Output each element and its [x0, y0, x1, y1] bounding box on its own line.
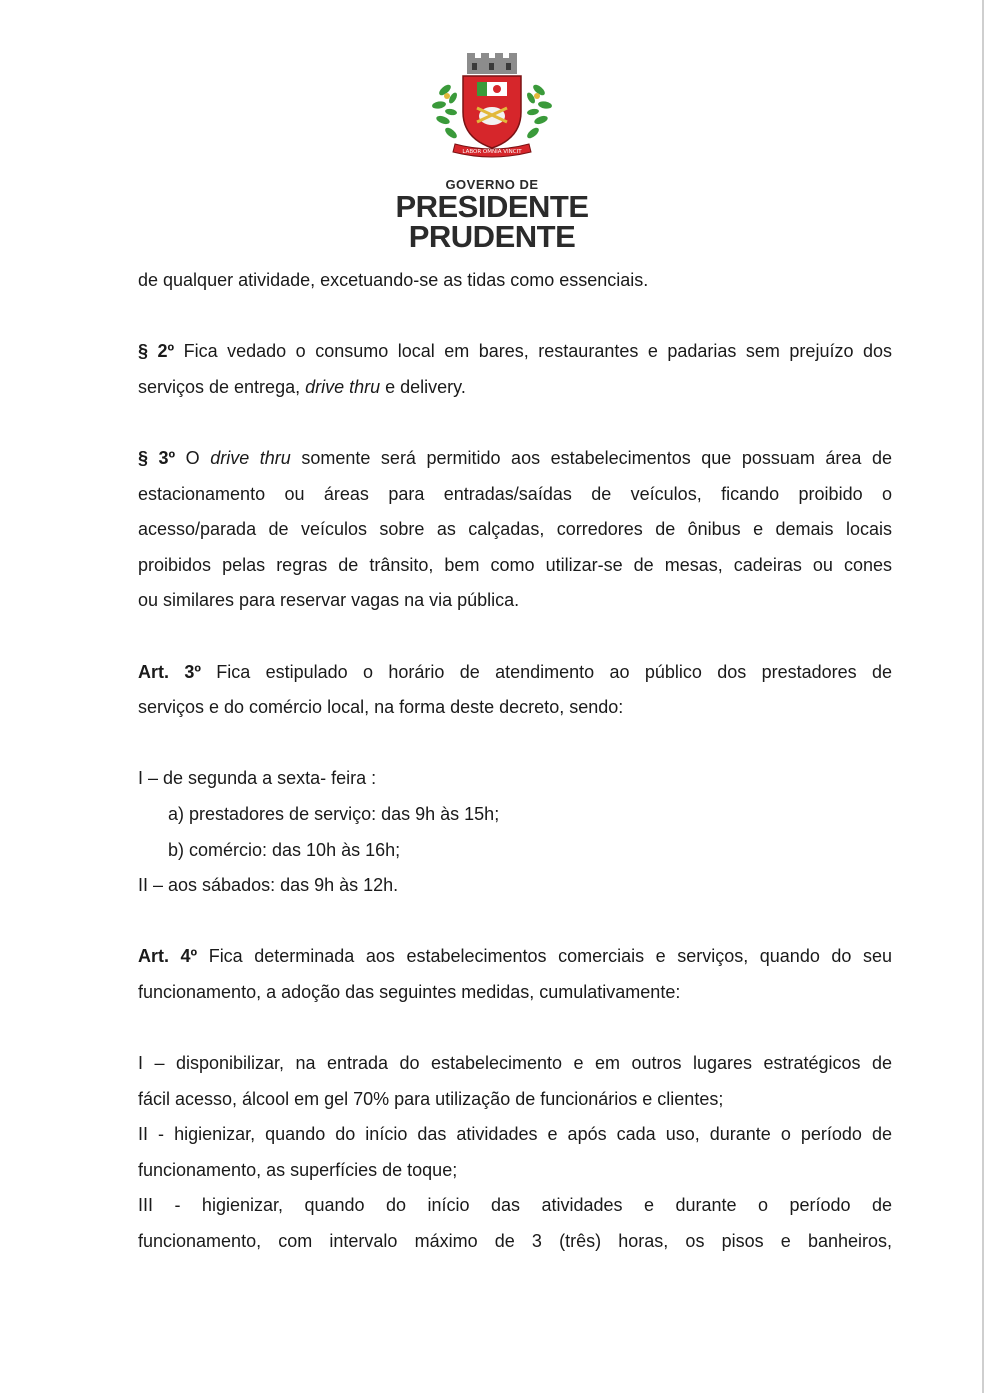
list-item-b: b) comércio: das 10h às 16h; [168, 839, 401, 860]
list-item-ii: II – aos sábados: das 9h às 12h. [138, 875, 399, 896]
paragraph-3-label: § 3º [138, 447, 176, 468]
article-3-line2: serviços e do comércio local, na forma deste decreto, sendo: [138, 697, 624, 718]
paragraph-3-line5: ou similares para reservar vagas na via pública. [138, 590, 520, 611]
paragraph-3-line3: acesso/parada de veículos sobre as calçadas, corredores de ônibus e demais locais [138, 519, 892, 540]
city-name-line2: PRUDENTE [408, 219, 576, 254]
measure-ii-line2: funcionamento, as superfícies de toque; [138, 1159, 458, 1180]
article-4-line1: Art. 4º Fica determinada aos estabelecimentos comerciais e serviços, quando do seu [138, 946, 892, 967]
measure-iii-line2: funcionamento, com intervalo máximo de 3 (três) horas, os pisos e banheiros, [138, 1231, 892, 1252]
city-name-line1: PRESIDENTE [395, 189, 589, 224]
paragraph-3-line4: proibidos pelas regras de trânsito, bem como utilizar-se de mesas, cadeiras ou cones [138, 554, 892, 575]
government-label: GOVERNO DE [445, 177, 539, 192]
paragraph-3-line2: estacionamento ou áreas para entradas/saídas de veículos, ficando proibido o [138, 483, 892, 504]
article-4-label: Art. 4º [138, 946, 198, 967]
measure-i-line1: I – disponibilizar, na entrada do estabelecimento e em outros lugares estratégicos de [138, 1053, 892, 1074]
paragraph-2-line2: serviços de entrega, drive thru e delivery. [138, 376, 466, 397]
paragraph-2-label: § 2º [138, 341, 175, 362]
document-header [0, 50, 984, 252]
paragraph-3-line1: § 3º O drive thru somente será permitido aos estabelecimentos que possuam área de [138, 447, 892, 468]
measure-iii-line1: III - higienizar, quando do início das atividades e durante o período de [138, 1195, 892, 1216]
paragraph-continuation: de qualquer atividade, excetuando-se as tidas como essenciais. [138, 270, 649, 290]
article-3-label: Art. 3º [138, 661, 201, 682]
measure-i-line2: fácil acesso, álcool em gel 70% para utilização de funcionários e clientes; [138, 1088, 724, 1109]
document-body [138, 263, 892, 1260]
article-3-line1: Art. 3º Fica estipulado o horário de atendimento ao público dos prestadores de [138, 661, 892, 682]
article-4-line2: funcionamento, a adoção das seguintes medidas, cumulativamente: [138, 981, 681, 1002]
list-item-a: a) prestadores de serviço: das 9h às 15h; [168, 803, 500, 824]
paragraph-2-line1: § 2º Fica vedado o consumo local em bares, restaurantes e padarias sem prejuízo dos [138, 341, 892, 362]
list-item-i: I – de segunda a sexta- feira : [138, 768, 377, 789]
measure-ii-line1: II - higienizar, quando do início das atividades e após cada uso, durante o período de [138, 1124, 892, 1145]
city-crest-icon [427, 50, 557, 162]
crest-motto: LABOR OMNIA VINCIT [462, 149, 522, 155]
